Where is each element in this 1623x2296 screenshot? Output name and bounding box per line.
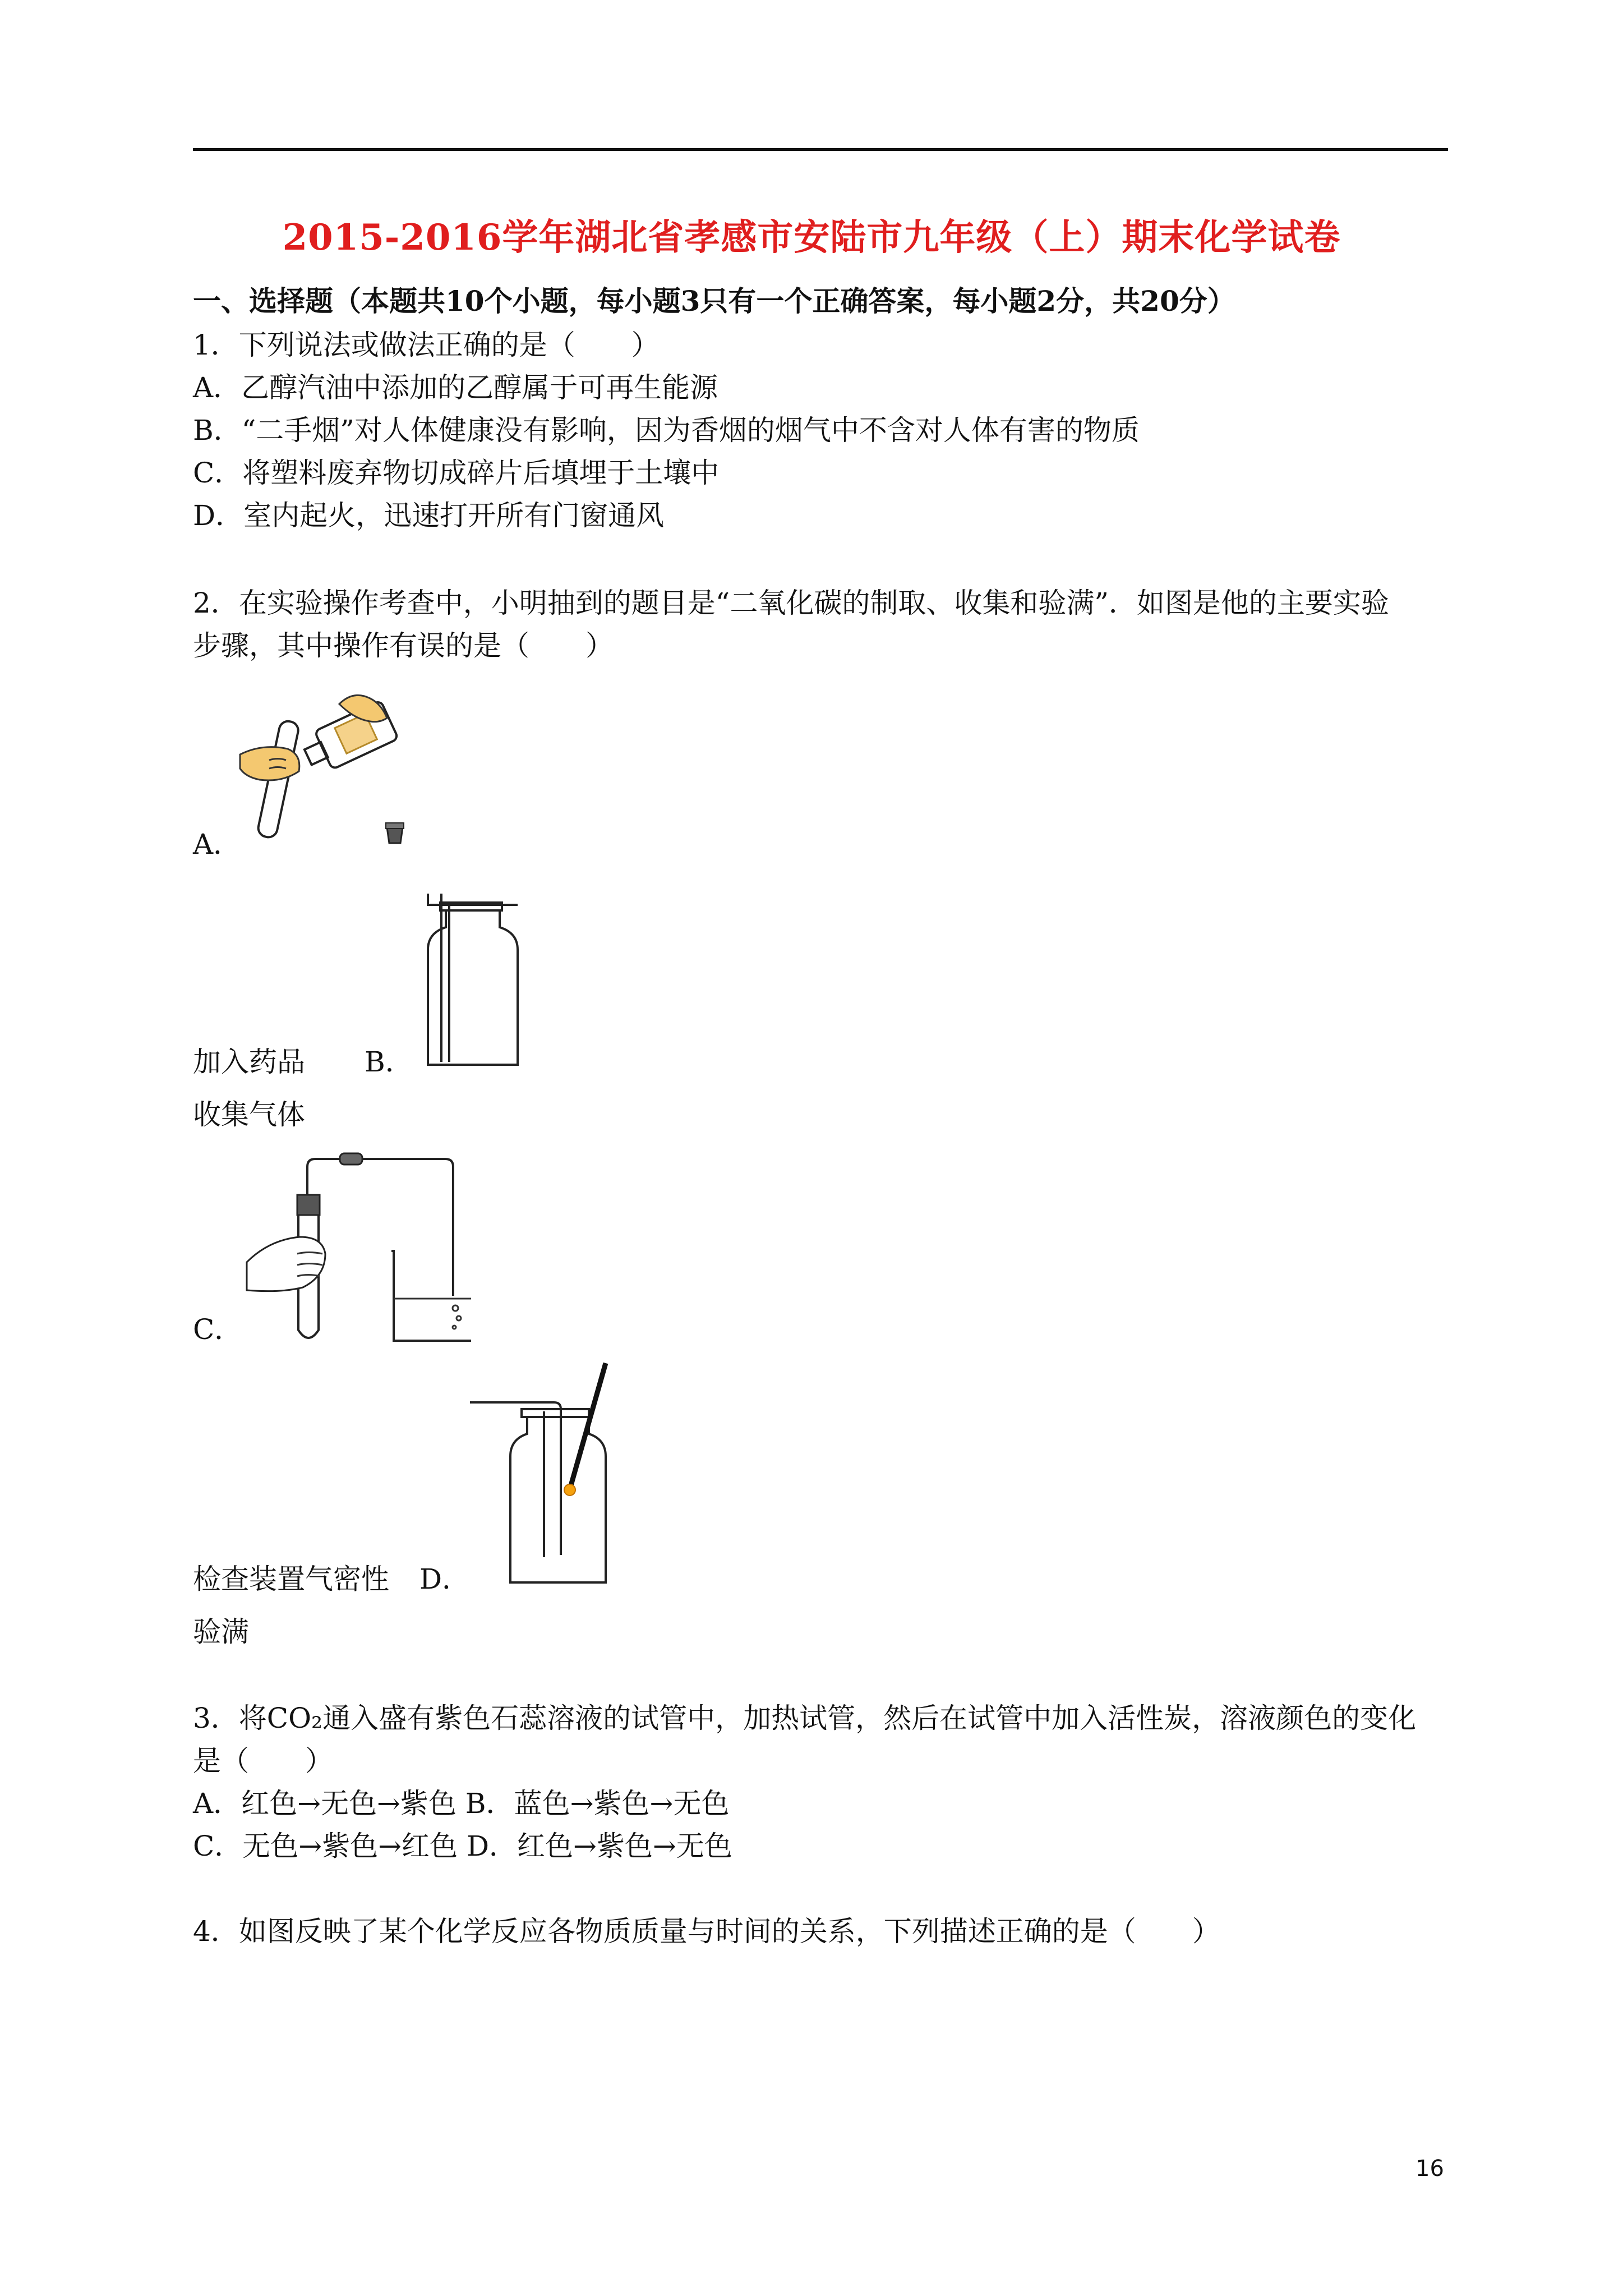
q1-option-a: A．乙醇汽油中添加的乙醇属于可再生能源: [193, 371, 718, 404]
figure-b-collect-gas: [423, 889, 524, 1074]
q3-options-row2: C．无色→紫色→红色 D．红色→紫色→无色: [193, 1830, 732, 1862]
figure-d-verify-full: [465, 1358, 662, 1593]
q2-stem-line2: 步骤，其中操作有误的是（ ）: [193, 629, 614, 662]
figure-a-add-reagent: [236, 682, 415, 861]
section-heading: 一、选择题（本题共10个小题，每小题3只有一个正确答案，每小题2分，共20分）: [193, 284, 1235, 318]
q2-option-a-letter: A．: [193, 828, 242, 861]
q2-option-d-caption: 验满: [193, 1616, 249, 1648]
q2-option-c-caption: 检查装置气密性: [193, 1563, 389, 1595]
q3-stem-line2: 是（ ）: [193, 1745, 333, 1777]
q1-option-c: C．将塑料废弃物切成碎片后填埋于土壤中: [193, 457, 720, 489]
q2-option-a-caption: 加入药品: [193, 1046, 305, 1078]
header-rule: [193, 148, 1448, 151]
q2-option-c-letter: C．: [193, 1313, 243, 1346]
q2-option-d-letter: D．: [419, 1563, 471, 1595]
q3-stem-line1: 3．将CO₂通入盛有紫色石蕊溶液的试管中，加热试管，然后在试管中加入活性炭，溶液颜色的变化: [193, 1702, 1417, 1734]
q1-option-b: B．“二手烟”对人体健康没有影响，因为香烟的烟气中不含对人体有害的物质: [193, 414, 1140, 447]
q2-stem-line1: 2．在实验操作考查中，小明抽到的题目是“二氧化碳的制取、收集和验满”．如图是他的主要实验: [193, 587, 1389, 619]
q1-stem: 1．下列说法或做法正确的是（ ）: [193, 329, 660, 361]
page-title: 2015-2016学年湖北省孝感市安陆市九年级（上）期末化学试卷: [282, 217, 1341, 259]
q3-options-row1: A．红色→无色→紫色 B．蓝色→紫色→无色: [193, 1787, 730, 1820]
q2-option-b-caption: 收集气体: [193, 1098, 305, 1131]
q4-stem: 4．如图反映了某个化学反应各物质质量与时间的关系，下列描述正确的是（ ）: [193, 1915, 1220, 1948]
q1-option-d: D．室内起火，迅速打开所有门窗通风: [193, 499, 665, 532]
q2-option-b-letter: B．: [365, 1046, 413, 1078]
page-number: 16: [1415, 2156, 1444, 2182]
figure-c-airtightness: [236, 1144, 471, 1346]
